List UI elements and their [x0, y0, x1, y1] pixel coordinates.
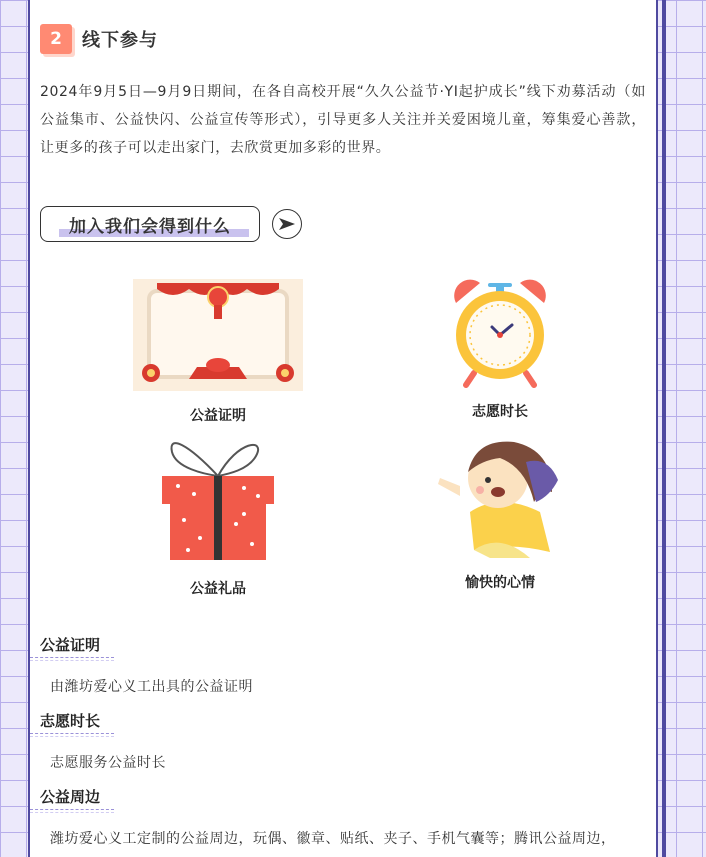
- detail-divider: [30, 736, 114, 737]
- article-card: [28, 0, 658, 857]
- benefit-clock: [430, 277, 570, 421]
- detail-divider: [30, 733, 114, 734]
- section-number-badge: 2: [40, 24, 72, 54]
- benefit-happy: [430, 432, 570, 592]
- gift-box-icon: [148, 434, 288, 564]
- detail-title: 志愿时长: [40, 712, 101, 730]
- certificate-icon: [133, 279, 303, 391]
- detail-divider: [30, 809, 114, 810]
- benefit-label: 志愿时长: [472, 404, 528, 420]
- detail-title: 公益周边: [40, 788, 101, 806]
- benefit-certificate: [133, 279, 303, 425]
- detail-text: 潍坊爱心义工定制的公益周边，玩偶、徽章、贴纸、夹子、手机气囊等；腾讯公益周边，: [50, 831, 616, 847]
- detail-divider: [30, 660, 114, 661]
- join-heading: 加入我们会得到什么: [69, 216, 231, 237]
- alarm-clock-icon: [430, 277, 570, 391]
- arrow-right-icon: [272, 209, 302, 239]
- happy-child-icon: [430, 432, 570, 564]
- detail-divider: [30, 812, 114, 813]
- benefit-gift: [148, 434, 288, 598]
- benefit-label: 公益礼品: [190, 581, 246, 597]
- benefit-label: 愉快的心情: [465, 575, 535, 591]
- detail-title: 公益证明: [40, 636, 101, 654]
- page-frame-rail: [662, 0, 666, 857]
- benefit-label: 公益证明: [190, 408, 246, 424]
- detail-divider: [30, 657, 114, 658]
- join-heading-pill: [40, 206, 260, 242]
- detail-text: 志愿服务公益时长: [50, 755, 166, 771]
- section-title: 线下参与: [82, 30, 158, 51]
- detail-text: 由潍坊爱心义工出具的公益证明: [50, 679, 253, 695]
- section-header: [40, 24, 158, 54]
- section-paragraph: 2024年9月5日—9月9日期间，在各自高校开展“久久公益节·YI起护成长”线下劝募活动（如公益集市、公益快闪、公益宣传等形式），引导更多人关注并关爱困境儿童，筹集爱心善款，让更多的孩子可以走出家门，去欣赏更加多彩的世界。: [40, 84, 646, 156]
